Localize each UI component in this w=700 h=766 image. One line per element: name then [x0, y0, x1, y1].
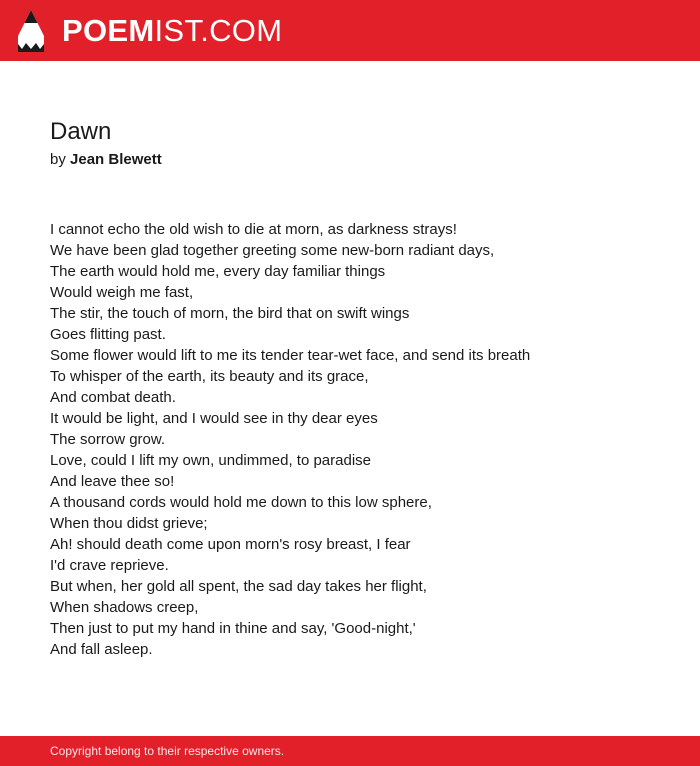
pencil-icon: [18, 10, 44, 52]
poem-line: Some flower would lift to me its tender tear-wet face, and send its breath: [50, 347, 531, 364]
poem-line: Love, could I lift my own, undimmed, to paradise: [50, 452, 371, 469]
poem-line: And combat death.: [50, 389, 176, 406]
site-footer: [0, 736, 700, 766]
poem-line: We have been glad together greeting some new-born radiant days,: [50, 242, 495, 259]
poem-line: Ah! should death come upon morn's rosy breast, I fear: [50, 536, 411, 553]
poem-body: [50, 219, 670, 660]
site-brand: [62, 9, 282, 53]
poem-line: Then just to put my hand in thine and say, 'Good-night,': [50, 620, 416, 637]
poem-line: Would weigh me fast,: [50, 284, 194, 301]
site-logo-link[interactable]: [18, 9, 282, 53]
poem-line: The sorrow grow.: [50, 431, 166, 448]
copyright-notice: Copyright belong to their respective owners.: [50, 744, 285, 758]
site-header: [0, 0, 700, 61]
byline-label: by: [50, 151, 66, 168]
poem-line: And fall asleep.: [50, 641, 153, 658]
poem-line: It would be light, and I would see in thy dear eyes: [50, 410, 378, 427]
poem-line: When thou didst grieve;: [50, 515, 208, 532]
poem-line: A thousand cords would hold me down to this low sphere,: [50, 494, 432, 511]
poem-line: I cannot echo the old wish to die at morn, as darkness strays!: [50, 221, 457, 238]
author-name: Jean Blewett: [70, 151, 162, 168]
poem-line: But when, her gold all spent, the sad day takes her flight,: [50, 578, 427, 595]
poem-line: To whisper of the earth, its beauty and its grace,: [50, 368, 369, 385]
poem-header: [50, 116, 670, 171]
poem-line: I'd crave reprieve.: [50, 557, 169, 574]
poem-line: And leave thee so!: [50, 473, 175, 490]
poem-line: The stir, the touch of morn, the bird that on swift wings: [50, 305, 410, 322]
poem-title: Dawn: [50, 118, 112, 145]
poem-line: The earth would hold me, every day familiar things: [50, 263, 386, 280]
poem-line: When shadows creep,: [50, 599, 199, 616]
brand-bold-text: POEM: [62, 13, 155, 48]
brand-light-text: IST.COM: [154, 13, 283, 48]
byline: [50, 149, 670, 171]
poem-line: Goes flitting past.: [50, 326, 166, 343]
